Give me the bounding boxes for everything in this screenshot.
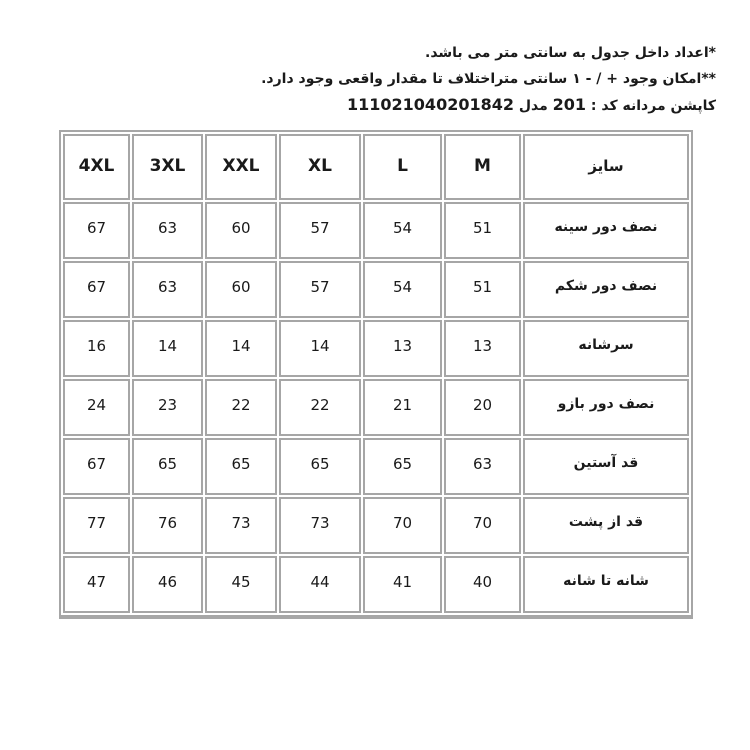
size-value: 51 [444,261,521,318]
row-label: شانه تا شانه [523,556,689,613]
size-value: 65 [132,438,203,495]
size-value: 24 [63,379,130,436]
size-value: 44 [279,556,361,613]
size-value: 65 [279,438,361,495]
row-label: سرشانه [523,320,689,377]
col-header-m: M [444,134,521,200]
table-row [63,261,689,318]
col-header-3xl: 3XL [132,134,203,200]
size-value: 60 [205,202,277,259]
note-units: *اعداد داخل جدول به سانتی متر می باشد. [425,45,716,61]
size-value: 21 [363,379,442,436]
table-row [63,379,689,436]
size-value: 14 [132,320,203,377]
note-tolerance: **امکان وجود + / - ۱ سانتی متراختلاف تا مقدار واقعی وجود دارد. [261,71,716,87]
size-value: 22 [279,379,361,436]
size-value: 23 [132,379,203,436]
product-line [40,92,716,119]
notes [0,0,750,119]
size-value: 41 [363,556,442,613]
size-value: 63 [444,438,521,495]
size-value: 65 [363,438,442,495]
model-label: مدل [514,98,553,114]
size-value: 67 [63,202,130,259]
size-value: 65 [205,438,277,495]
size-value: 14 [205,320,277,377]
table-row [63,202,689,259]
size-value: 57 [279,261,361,318]
size-value: 13 [444,320,521,377]
col-header-xl: XL [279,134,361,200]
size-value: 20 [444,379,521,436]
size-value: 76 [132,497,203,554]
row-label: قد آستین [523,438,689,495]
table-row [63,497,689,554]
size-value: 57 [279,202,361,259]
col-header-size: سایز [523,134,689,200]
product-code: 201 [552,95,587,114]
size-value: 73 [279,497,361,554]
row-label: نصف دور شکم [523,261,689,318]
size-value: 47 [63,556,130,613]
row-label: قد از پشت [523,497,689,554]
size-value: 51 [444,202,521,259]
size-chart-table [59,130,693,619]
header-row [63,134,689,200]
product-name-code-label: کاپشن مردانه کد : [586,98,716,114]
size-value: 46 [132,556,203,613]
table-row [63,320,689,377]
size-value: 54 [363,261,442,318]
size-value: 60 [205,261,277,318]
size-value: 13 [363,320,442,377]
size-value: 67 [63,438,130,495]
size-value: 63 [132,202,203,259]
row-label: نصف دور بازو [523,379,689,436]
size-value: 70 [363,497,442,554]
col-header-xxl: XXL [205,134,277,200]
size-value: 73 [205,497,277,554]
size-value: 67 [63,261,130,318]
size-value: 70 [444,497,521,554]
col-header-l: L [363,134,442,200]
table-row [63,438,689,495]
row-label: نصف دور سینه [523,202,689,259]
size-value: 16 [63,320,130,377]
col-header-4xl: 4XL [63,134,130,200]
size-value: 14 [279,320,361,377]
model-number: 111021040201842 [347,95,514,114]
size-value: 22 [205,379,277,436]
size-value: 77 [63,497,130,554]
size-value: 63 [132,261,203,318]
table-row [63,556,689,613]
size-value: 45 [205,556,277,613]
size-value: 54 [363,202,442,259]
size-value: 40 [444,556,521,613]
